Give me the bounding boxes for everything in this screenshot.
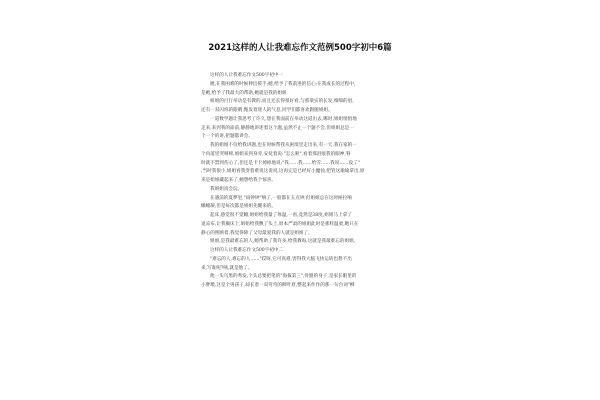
text-line: 小胖墩,这是个男孩子,却长着一双弯弯的柳叶眉,整起来作作的那一句台词"柳 xyxy=(201,283,355,288)
text-line: 这样的人让我难忘作文500字初中二 xyxy=(210,248,284,253)
text-line: 来,写谁呢?咦,就是他了。 xyxy=(201,265,253,271)
text-line: 她,在我困难的时候伸出援手;她,给予了我前进的信心;在我成长的过程中, xyxy=(210,81,356,87)
text-line: 在遇前的夏夢里,"雨钟钟"响了,一股都在五点钟,但姐姐总在这时候拉响 xyxy=(210,195,352,201)
text-line: 一道数学题让我思考了许久,想在我面前在举动这道出去,哪时,姐姐悄悄地 xyxy=(210,116,357,122)
text-line: "难忘的人,难忘的人……"哎呀,它可真难,害得我大脑飞快运转也想不出 xyxy=(210,256,352,262)
document-title: 2021这样的人让我难忘作文范例500字初中6篇 xyxy=(208,43,392,53)
text-line: 退凉布,让我躺床上,姐姐给我敷了头上,原本严肃的姐姐此时是那样温柔,她只在 xyxy=(201,221,359,227)
document-body xyxy=(201,72,401,291)
text-line: 懒睡凝,但是每次都是姐姐先醒来的。 xyxy=(201,204,276,210)
text-line: 姐姐,是我最难忘的人,她帮助了我许多,给我教诲,这就是我最难忘的姐姐。 xyxy=(210,239,359,245)
text-line: 还有一双闪烁的眼睛,甄发着迷人的气息,同学们都喜欢跟随姐姐。 xyxy=(201,108,333,113)
text-line: 静心的照顾着,我觉得除了父母最爱我的人就是姐姐了。 xyxy=(201,230,313,236)
text-line: 这样的人让我难忘作文500字初中一 xyxy=(210,73,284,78)
text-line: 我姐姐真会玩。 xyxy=(210,186,243,192)
text-line: 是她,给予了我最大的帮助,她就是我的姐姐 xyxy=(201,90,287,96)
text-line: 起床,感觉很不觉睡,姐姐给我量了体温,一看,竟然是38度,姐姐马上拿了 xyxy=(210,213,352,218)
text-line: 时就不禁到伤心了,但还是卡卡掉掉地说:"我……我……给雪……我说……没了" xyxy=(201,160,360,166)
text-line: 个一个的讲,把题都讲会。 xyxy=(201,134,253,140)
text-line: 姐姐的百行举动是有教的,而且还长得很好看,与那梁实的长发,细细的眉, xyxy=(210,99,354,105)
text-line: 他一头乌黑的秀发,个头总要把笔的"海拔第三",骨骼的身子,是家长眼里的 xyxy=(210,274,357,280)
text-line: 走来,来到我的面前,静静地讲述着这个题,虽然不止一个题不会,但姐姐总是一 xyxy=(201,125,354,131)
text-line: 我的姐姐不仅给我讲题,也在时候帮我从困境里走出来,有一天,我在家的一 xyxy=(210,143,357,148)
text-line: 来是姐姐藏起来了,她想给我个惊喜。 xyxy=(201,178,276,183)
text-line: 个角落里哭哑啼,姐姐来到身旁,安抚着说:"怎么啦",看着那泪痕我的眼神,脊 xyxy=(201,151,351,157)
text-line: ,当时我很小,姐姐看我变着难说这说说,这再完是已经好小魔仙,把管这瑜瑜拿出,原 xyxy=(201,169,365,175)
